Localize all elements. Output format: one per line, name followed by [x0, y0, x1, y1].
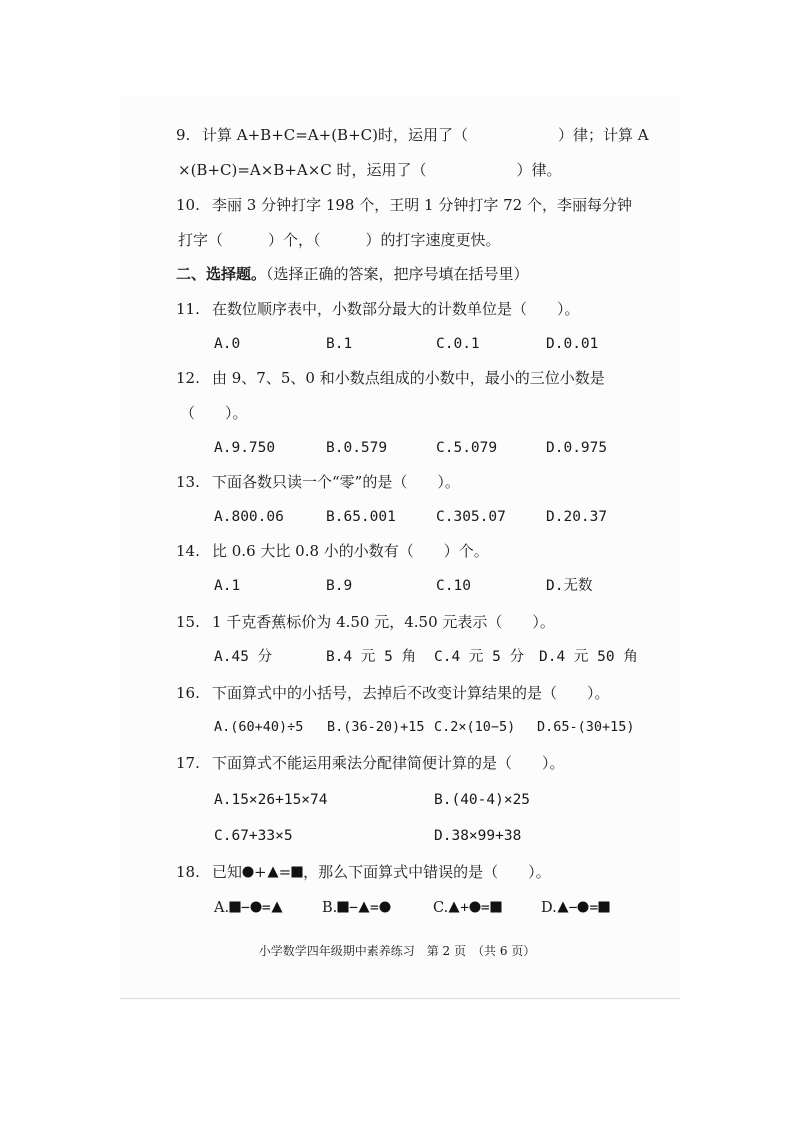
square-icon	[229, 899, 241, 919]
section-title: 二、选择题。	[176, 265, 267, 283]
question-text: 比 0.6 大比 0.8 小的小数有（ ）个。	[212, 542, 489, 560]
circle-icon	[242, 863, 254, 883]
circle-icon	[379, 899, 391, 919]
question-number: 10.	[176, 196, 200, 214]
option-label: A.	[214, 900, 230, 916]
option-c	[433, 898, 502, 919]
plus-sign: +	[254, 863, 267, 881]
option-c: C.4 元 5 分	[434, 649, 525, 665]
circle-icon	[250, 899, 262, 919]
question-10-line-1	[176, 195, 632, 215]
square-icon	[291, 863, 303, 883]
option-a: A.0	[214, 336, 241, 352]
equals-sign: =	[278, 863, 292, 881]
question-text-pre: 已知	[212, 863, 243, 881]
question-number: 9.	[176, 126, 191, 144]
question-number: 16.	[176, 684, 200, 702]
option-b: B.4 元 5 角	[326, 649, 417, 665]
option-c: C.0.1	[436, 336, 480, 352]
option-d: D.38×99+38	[434, 828, 522, 844]
triangle-icon	[358, 899, 370, 919]
option-b: B.(36-20)+15	[327, 719, 425, 735]
question-number: 12.	[176, 369, 200, 387]
question-number: 11.	[176, 300, 200, 318]
question-15-stem	[176, 612, 555, 632]
question-9-line-1	[176, 125, 649, 145]
question-number: 18.	[176, 863, 200, 881]
page-footer: 小学数学四年级期中素养练习 第 2 页 （共 6 页）	[258, 944, 536, 958]
question-number: 14.	[176, 542, 200, 560]
option-b: B.0.579	[326, 440, 388, 456]
question-10-line-2: 打字（ ）个，（ ）的打字速度更快。	[178, 231, 501, 249]
plus-sign: +	[460, 900, 469, 916]
equals-sign: =	[589, 900, 599, 916]
square-icon	[337, 899, 349, 919]
option-a: A.9.750	[214, 440, 276, 456]
option-label: D.	[541, 900, 557, 916]
triangle-icon	[557, 899, 569, 919]
section-note: （选择正确的答案，把序号填在括号里）	[266, 265, 529, 283]
option-b: B.(40-4)×25	[434, 792, 531, 808]
option-label: B.	[322, 900, 338, 916]
question-text: 在数位顺序表中，小数部分最大的计数单位是（ ）。	[212, 300, 580, 318]
question-18-stem	[176, 862, 551, 883]
paper-edge	[120, 998, 680, 999]
question-text: 计算 A+B+C=A+(B+C)时，运用了（ ）律；计算 A	[202, 126, 649, 144]
option-d: D.65-(30+15)	[537, 719, 635, 735]
minus-sign: −	[241, 900, 250, 916]
option-a	[214, 898, 283, 919]
question-17-stem	[176, 753, 565, 773]
equals-sign: =	[261, 900, 271, 916]
question-9-line-2: ×(B+C)=A×B+A×C 时，运用了（ ）律。	[178, 161, 562, 179]
option-d: D.0.01	[546, 336, 599, 352]
question-text-post: ，那么下面算式中错误的是（ ）。	[303, 863, 551, 881]
option-c: C.305.07	[436, 509, 506, 525]
question-text: 下面算式中的小括号，去掉后不改变计算结果的是（ ）。	[212, 684, 610, 702]
section-2-heading	[176, 264, 529, 284]
square-icon	[490, 899, 502, 919]
option-d: D.0.975	[546, 440, 608, 456]
triangle-icon	[267, 863, 279, 883]
option-a: A.45 分	[214, 649, 273, 665]
question-13-stem	[176, 472, 460, 492]
option-a: A.15×26+15×74	[214, 792, 328, 808]
option-a: A.(60+40)÷5	[214, 719, 304, 735]
option-d: D.无数	[546, 578, 593, 594]
question-text: 由 9、7、5、0 和小数点组成的小数中，最小的三位小数是	[212, 369, 605, 387]
question-text: 下面算式不能运用乘法分配律简便计算的是（ ）。	[212, 754, 565, 772]
option-c: C.2×(10−5)	[434, 719, 516, 735]
question-text: 1 千克香蕉标价为 4.50 元，4.50 元表示（ ）。	[212, 613, 555, 631]
question-number: 13.	[176, 473, 200, 491]
option-label: C.	[433, 900, 449, 916]
question-number: 17.	[176, 754, 200, 772]
question-12-stem	[176, 368, 605, 388]
option-a: A.800.06	[214, 509, 284, 525]
option-b	[322, 898, 391, 919]
option-c: C.67+33×5	[214, 828, 293, 844]
square-icon	[598, 899, 610, 919]
option-b: B.65.001	[326, 509, 396, 525]
option-b: B.9	[326, 578, 353, 594]
question-14-stem	[176, 541, 489, 561]
question-16-stem	[176, 683, 610, 703]
option-d: D.4 元 50 角	[539, 649, 638, 665]
question-text: 下面各数只读一个“零”的是（ ）。	[212, 473, 460, 491]
equals-sign: =	[480, 900, 490, 916]
option-b: B.1	[326, 336, 353, 352]
equals-sign: =	[370, 900, 379, 916]
option-a: A.1	[214, 578, 241, 594]
minus-sign: −	[568, 900, 578, 916]
question-11-stem	[176, 299, 580, 319]
option-d: D.20.37	[546, 509, 608, 525]
option-d	[541, 898, 610, 919]
question-12-stem-cont: （ ）。	[180, 404, 248, 422]
question-number: 15.	[176, 613, 200, 631]
triangle-icon	[448, 899, 460, 919]
circle-icon	[577, 899, 589, 919]
option-c: C.10	[436, 578, 471, 594]
minus-sign: −	[349, 900, 358, 916]
triangle-icon	[271, 899, 283, 919]
circle-icon	[469, 899, 481, 919]
question-text: 李丽 3 分钟打字 198 个，王明 1 分钟打字 72 个，李丽每分钟	[212, 196, 632, 214]
option-c: C.5.079	[436, 440, 498, 456]
